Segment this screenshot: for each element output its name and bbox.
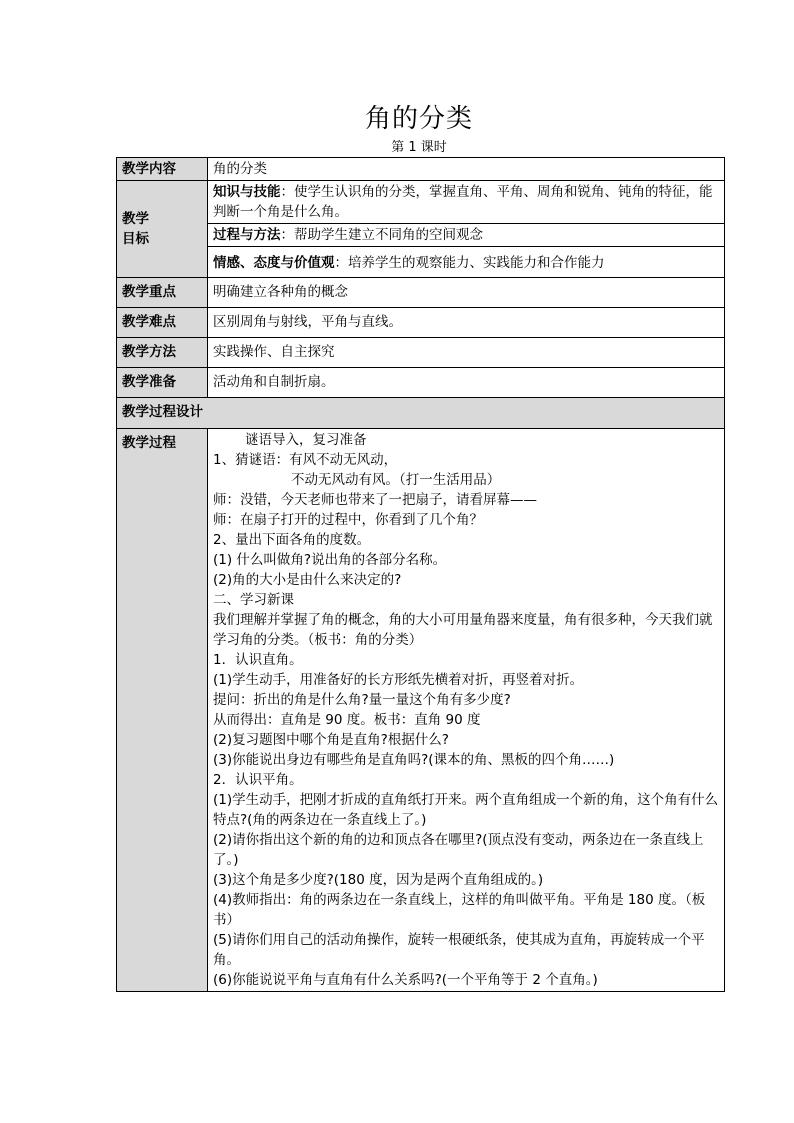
process-line: (1)学生动手，用准备好的长方形纸先横着对折，再竖着对折。 [213, 672, 584, 688]
lesson-plan-table [116, 157, 725, 992]
goal-knowledge [208, 181, 725, 224]
process-line: (5)请你们用自己的活动角操作，旋转一根硬纸条，使其成为直角，再旋转成一个平角。 [213, 932, 705, 968]
label-process: 教学过程 [117, 429, 208, 992]
goal-process-text: ：帮助学生建立不同角的空间观念 [280, 227, 483, 243]
process-line: (2)角的大小是由什么来决定的? [213, 572, 402, 588]
row-difficulty [117, 308, 725, 338]
value-preparation: 活动角和自制折扇。 [208, 368, 725, 398]
label-key-point: 教学重点 [117, 278, 208, 308]
value-key-point: 明确建立各种角的概念 [208, 278, 725, 308]
process-line: 师：没错，今天老师也带来了一把扇子，请看屏幕—— [213, 492, 537, 508]
row-method [117, 338, 725, 368]
process-line: 从而得出：直角是 90 度。板书：直角 90 度 [213, 712, 481, 728]
goal-process-head: 过程与方法 [213, 227, 281, 243]
label-content: 教学内容 [117, 158, 208, 181]
value-difficulty: 区别周角与射线，平角与直线。 [208, 308, 725, 338]
process-line: 1、猜谜语：有风不动无风动， [213, 452, 398, 468]
row-goals-process [117, 224, 725, 247]
row-process [117, 429, 725, 992]
row-key-point [117, 278, 725, 308]
process-line: 二、学习新课 [213, 592, 294, 608]
label-preparation: 教学准备 [117, 368, 208, 398]
row-design-section [117, 398, 725, 429]
goal-knowledge-head: 知识与技能 [213, 184, 281, 200]
process-line: 谜语导入，复习准备 [245, 432, 367, 448]
goal-emotion-head: 情感、态度与价值观 [213, 255, 335, 271]
value-method: 实践操作、自主探究 [208, 338, 725, 368]
process-line: (3)你能说出身边有哪些角是直角吗?(课本的角、黑板的四个角……) [213, 752, 615, 768]
process-line: (2)请你指出这个新的角的边和顶点各在哪里?(顶点没有变动，两条边在一条直线上了。) [213, 832, 704, 868]
process-line: (6)你能说说平角与直角有什么关系吗?(一个平角等于 2 个直角。) [213, 972, 598, 988]
label-goals-line2: 目标 [122, 231, 149, 247]
process-line: 2．认识平角。 [213, 772, 303, 788]
process-line: (3)这个角是多少度?(180 度，因为是两个直角组成的。) [213, 872, 544, 888]
process-line: 不动无风动有风。（打一生活用品） [291, 472, 501, 488]
process-line: (1) 什么叫做角?说出角的各部分名称。 [213, 552, 447, 568]
label-method: 教学方法 [117, 338, 208, 368]
process-line: (2)复习题图中哪个角是直角?根据什么? [213, 732, 449, 748]
process-line: 师：在扇子打开的过程中，你看到了几个角？ [213, 512, 483, 528]
label-goals [117, 181, 208, 278]
process-line: 1．认识直角。 [213, 652, 303, 668]
label-difficulty: 教学难点 [117, 308, 208, 338]
row-goals-knowledge [117, 181, 725, 224]
section-process-design: 教学过程设计 [117, 398, 725, 429]
goal-emotion-text: ：培养学生的观察能力、实践能力和合作能力 [334, 255, 605, 271]
process-line: 我们理解并掌握了角的概念，角的大小可用量角器来度量，角有很多种，今天我们就学习角的分类。（板书：角的分类） [213, 612, 713, 648]
process-line: 提问：折出的角是什么角?量一量这个角有多少度? [213, 692, 511, 708]
row-content [117, 158, 725, 181]
process-content [208, 429, 725, 992]
row-preparation [117, 368, 725, 398]
value-content: 角的分类 [208, 158, 725, 181]
lesson-period: 第 1 课时 [391, 140, 447, 155]
row-goals-emotion [117, 247, 725, 278]
process-line: (1)学生动手，把刚才折成的直角纸打开来。两个直角组成一个新的角，这个角有什么特点?(角的两条边在一条直线上了。) [213, 792, 719, 828]
page-title: 角的分类 [364, 104, 473, 134]
label-goals-line1: 教学 [122, 211, 149, 227]
goal-emotion [208, 247, 725, 278]
process-line: (4)教师指出：角的两条边在一条直线上，这样的角叫做平角。平角是 180 度。（板书） [213, 892, 706, 928]
process-line: 2、量出下面各角的度数。 [213, 532, 371, 548]
goal-knowledge-text: ：使学生认识角的分类，掌握直角、平角、周角和锐角、钝角的特征，能判断一个角是什么角。 [213, 184, 713, 220]
goal-process [208, 224, 725, 247]
